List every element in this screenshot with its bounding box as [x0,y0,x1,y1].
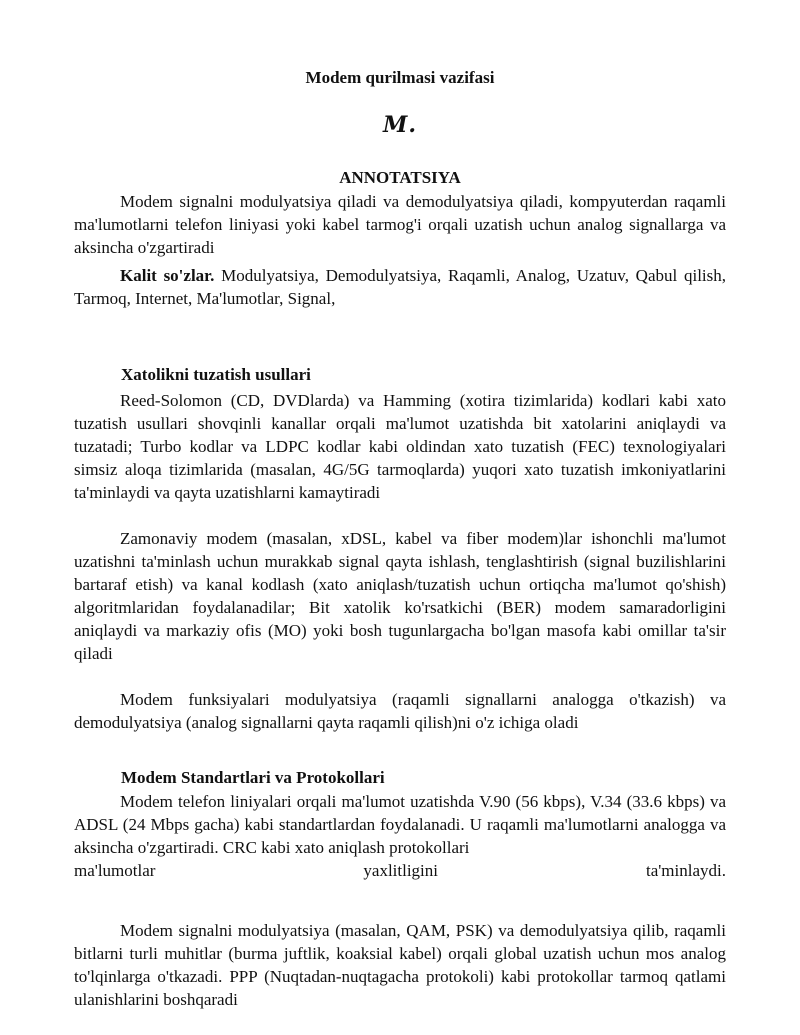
document-title: Modem qurilmasi vazifasi [305,68,495,87]
keywords-text: Modulyatsiya, Demodulyatsiya, Raqamli, Analog, Uzatuv, Qabul qilish, Tarmoq, Internet, Ma'lumotlar, Signal, [74,266,726,308]
error-correction-paragraph-1: Reed-Solomon (CD, DVDlarda) va Hamming (xotira tizimlarida) kodlari kabi xato tuzatish usullari shovqinli kanallar orqali ma'lumot uzatishda bit xatolarini aniqlaydi va tuzatadi; Turbo kodlar va LDPC kodlar kabi oldindan xato tuzatish (FEC) texnologiyalari simsiz aloqa tizimlarida (masalan, 4G/5G tarmoqlarda) yuqori xato tuzatish imkoniyatlarini ta'minlaydi va qayta uzatishlarni kamaytiradi [74,391,726,502]
error-correction-paragraph-3: Modem funksiyalari modulyatsiya (raqamli signallarni analogga o'tkazish) va demodulyatsiya (analog signallarni qayta raqamli qilish)ni o'z ichiga oladi [74,690,726,732]
annotation-heading: ANNOTATSIYA [339,168,461,187]
keywords-paragraph [74,264,726,310]
keywords-label: Kalit so'zlar. [120,266,215,285]
section-heading-standards: Modem Standartlari va Protokollari [121,768,385,787]
error-correction-paragraph-2: Zamonaviy modem (masalan, xDSL, kabel va fiber modem)lar ishonchli ma'lumot uzatishni ta'minlash uchun murakkab signal qayta ishlash, tenglashtirish (signal buzilishlarini bartaraf etish) va kanal kodlash (xato aniqlash/tuzatish uchun ortiqcha ma'lumot qo'shish) algoritmlaridan foydalanadilar; Bit xatolik ko'rsatkichi (BER) modem samaradorligini aniqlaydi va markaziy ofis (MO) yoki bosh tugunlargacha bo'lgan masofa kabi omillar ta'sir qiladi [74,529,726,663]
standards-paragraph-1-last-line: ma'lumotlar yaxlitligini ta'minlaydi. [74,861,726,880]
standards-paragraph-2: Modem signalni modulyatsiya (masalan, QAM, PSK) va demodulyatsiya qilib, raqamli bitlarni turli muhitlar (burma juftlik, koaksial kabel) orqali global uzatish uchun mos analog to'lqinlarga o'tkazadi. PPP (Nuqtadan-nuqtagacha protokoli) kabi protokollar tarmoq qatlami ulanishlarini boshqaradi [74,921,726,1009]
section-heading-error-correction: Xatolikni tuzatish usullari [121,365,311,384]
annotation-text: Modem signalni modulyatsiya qiladi va demodulyatsiya qiladi, kompyuterdan raqamli ma'lumotlarni telefon liniyasi yoki kabel tarmog'i orqali uzatish uchun analog signallarga va aksincha o'zgartiradi [74,192,726,257]
standards-paragraph-1: Modem telefon liniyalari orqali ma'lumot uzatishda V.90 (56 kbps), V.34 (33.6 kbps) va ADSL (24 Mbps gacha) kabi standartlardan foydalanadi. U raqamli ma'lumotlarni analogga va aksincha o'zgartiradi. CRC kabi xato aniqlash protokollari [74,792,726,857]
author-mark: M. [382,112,417,138]
